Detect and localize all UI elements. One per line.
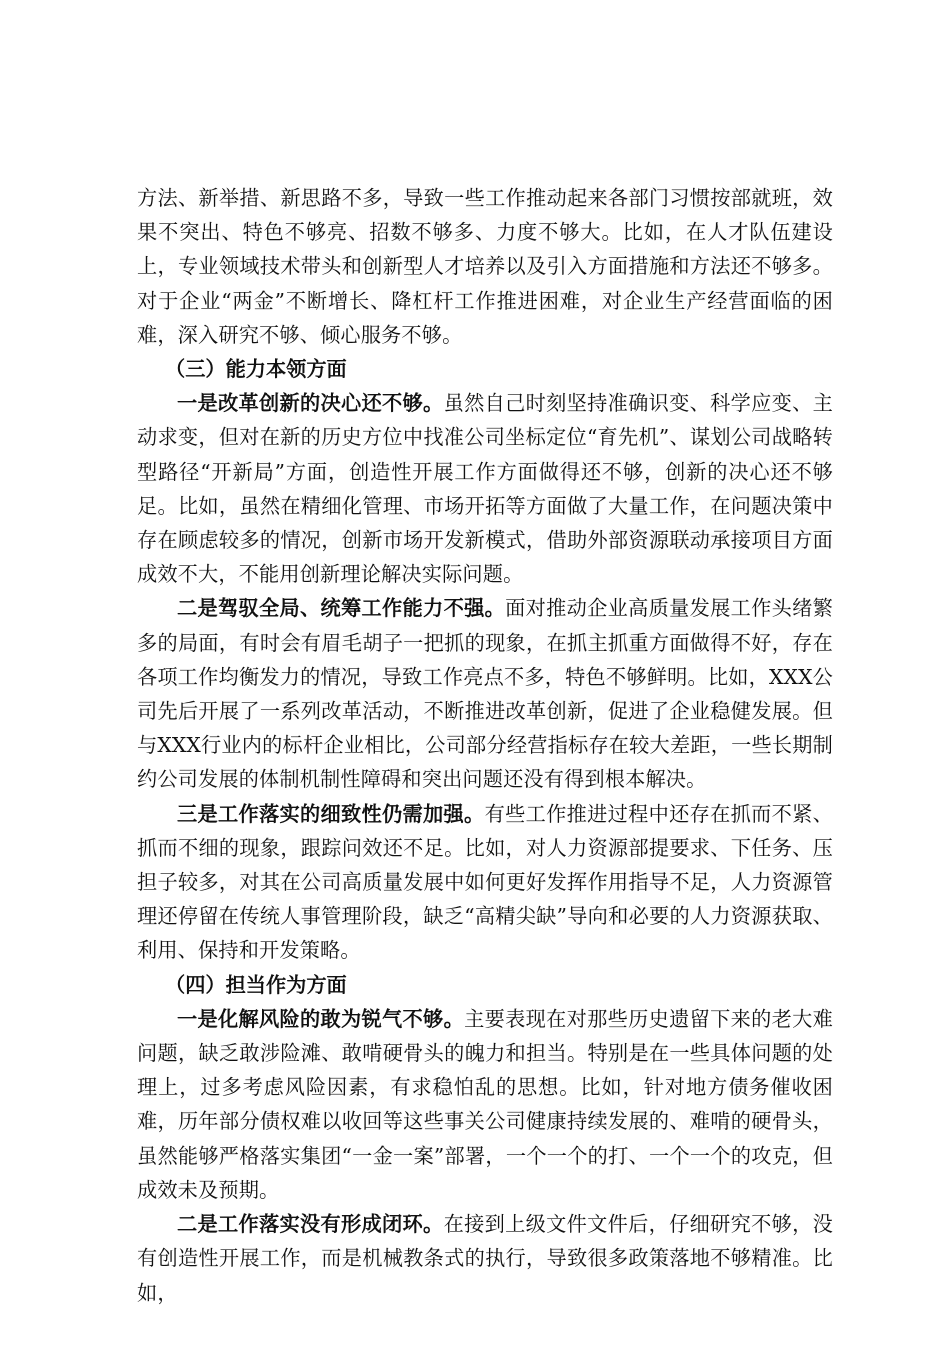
item-body: 面对推动企业高质量发展工作头绪繁多的局面，有时会有眉毛胡子一把抓的现象，在抓主抓重方面做得不好，存在各项工作均衡发力的情况，导致工作亮点不多，特色不够鲜明。比如，XXX公司先后开展了一系列改革活动，不断推进改革创新，促进了企业稳健发展。但与XXX行业内的标杆企业相比，公司部分经营指标存在较大差距，一些长期制约公司发展的体制机制性障碍和突出问题还没有得到根本解决。 (137, 596, 834, 792)
item-lead: 二是工作落实没有形成闭环。 (177, 1212, 444, 1237)
section-4-heading: （四）担当作为方面 (165, 972, 347, 997)
item-body: 虽然自己时刻坚持准确识变、科学应变、主动求变，但对在新的历史方位中找准公司坐标定位“育先机”、谋划公司战略转型路径“开新局”方面，创造性开展工作方面做得还不够，创新的决心还不够足。比如，虽然在精细化管理、市场开拓等方面做了大量工作，在问题决策中存在顾虑较多的情况，创新市场开发新模式，借助外部资源联动承接项目方面成效不大，不能用创新理论解决实际问题。 (137, 391, 834, 587)
item-lead: 二是驾驭全局、统筹工作能力不强。 (177, 596, 506, 621)
section-3-heading: （三）能力本领方面 (165, 357, 347, 382)
section-4-item-2 (137, 1207, 833, 1310)
section-4-item-1 (137, 1002, 833, 1207)
continuation-paragraph: 方法、新举措、新思路不多，导致一些工作推动起来各部门习惯按部就班，效果不突出、特色不够亮、招数不够多、力度不够大。比如，在人才队伍建设上，专业领域技术带头和创新型人才培养以及引入方面措施和方法还不够多。对于企业“两金”不断增长、降杠杆工作推进困难，对企业生产经营面临的困难，深入研究不够、倾心服务不够。 (137, 186, 833, 347)
document-body (137, 181, 833, 1310)
section-3-item-2 (137, 591, 833, 796)
item-body: 在接到上级文件文件后，仔细研究不够，没有创造性开展工作，而是机械教条式的执行，导致很多政策落地不够精准。比如， (137, 1212, 834, 1305)
item-body: 有些工作推进过程中还存在抓而不紧、抓而不细的现象，跟踪问效还不足。比如，对人力资源部提要求、下任务、压担子较多，对其在公司高质量发展中如何更好发挥作用指导不足，人力资源管理还停留在传统人事管理阶段，缺乏“高精尖缺”导向和必要的人力资源获取、利用、保持和开发策略。 (137, 801, 833, 963)
item-body: 主要表现在对那些历史遗留下来的老大难问题，缺乏敢涉险滩、敢啃硬骨头的魄力和担当。特别是在一些具体问题的处理上，过多考虑风险因素，有求稳怕乱的思想。比如，针对地方债务催收困难，历年部分债权难以收回等这些事关公司健康持续发展的、难啃的硬骨头，虽然能够严格落实集团“一金一案”部署，一个一个的打、一个一个的攻克，但成效未及预期。 (137, 1006, 834, 1202)
section-3-item-1 (137, 386, 833, 591)
item-lead: 三是工作落实的细致性仍需加强。 (177, 801, 485, 826)
item-lead: 一是化解风险的敢为锐气不够。 (177, 1006, 465, 1031)
section-3-item-3 (137, 797, 833, 968)
item-lead: 一是改革创新的决心还不够。 (177, 391, 444, 416)
